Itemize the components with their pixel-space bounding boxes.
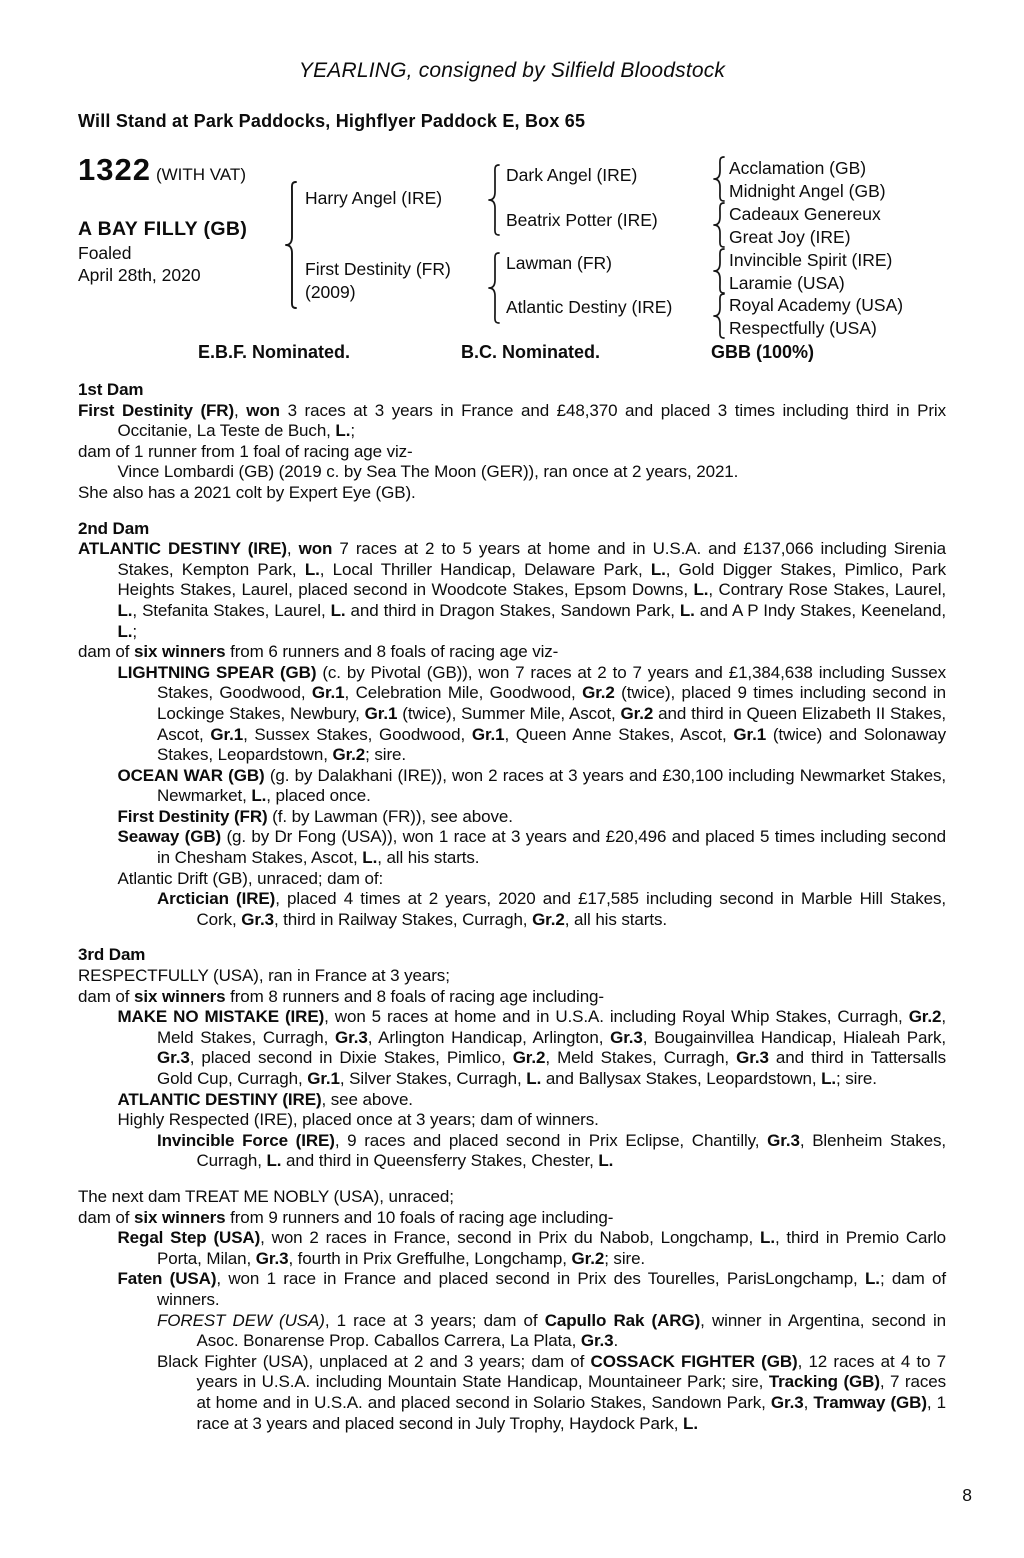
dam-section: [78, 380, 946, 504]
catalog-paragraph: dam of six winners from 6 runners and 8 foals of racing age viz-: [78, 642, 559, 662]
dam-heading: 2nd Dam: [78, 518, 150, 538]
catalog-paragraph: Faten (USA), won 1 race in France and placed second in Prix des Tourelles, ParisLongchamp, L.; dam of winners.: [117, 1269, 946, 1309]
pedigree-brace: [712, 156, 726, 202]
great-grandparent-name: Acclamation (GB): [729, 158, 867, 178]
catalog-paragraph: LIGHTNING SPEAR (GB) (c. by Pivotal (GB)), won 7 races at 2 to 7 years and £1,384,638 including Sussex Stakes, Goodwood, Gr.1, Celebration Mile, Goodwood, Gr.2 (twice), placed 9 times including second in Lockinge Stakes, Newbury, Gr.1 (twice), Summer Mile, Ascot, Gr.2 and third in Queen Elizabeth II Stakes, Ascot, Gr.1, Sussex Stakes, Goodwood, Gr.1, Queen Anne Stakes, Ascot, Gr.1 (twice) and Solonaway Stakes, Leopardstown, Gr.2; sire.: [117, 662, 946, 765]
great-grandparent-name: Respectfully (USA): [729, 318, 877, 338]
catalog-paragraph: MAKE NO MISTAKE (IRE), won 5 races at home and in U.S.A. including Royal Whip Stakes, Curragh, Gr.2, Meld Stakes, Curragh, Gr.3, Arlington Handicap, Arlington, Gr.3, Bougainvillea Handicap, Hialeah Park, Gr.3, placed second in Dixie Stakes, Pimlico, Gr.2, Meld Stakes, Curragh, Gr.3 and third in Tattersalls Gold Cup, Curragh, Gr.1, Silver Stakes, Curragh, L. and Ballysax Stakes, Leopardstown, L.; sire.: [117, 1007, 946, 1088]
catalog-paragraph: dam of six winners from 9 runners and 10 foals of racing age including-: [78, 1207, 614, 1227]
catalog-paragraph: First Destinity (FR) (f. by Lawman (FR)), see above.: [117, 806, 513, 826]
great-grandparent-name: Laramie (USA): [729, 273, 845, 293]
lot-number: 1322: [78, 152, 151, 187]
gbb-status: GBB (100%): [710, 342, 814, 362]
catalog-paragraph: She also has a 2021 colt by Expert Eye (GB).: [78, 482, 416, 502]
catalog-paragraph: RESPECTFULLY (USA), ran in France at 3 years;: [78, 966, 450, 986]
pedigree-text: [78, 380, 946, 1434]
pedigree-brace: [486, 252, 501, 324]
dam-section: [78, 945, 946, 1172]
grandparent-name: Lawman (FR): [506, 253, 612, 273]
grandparent-name: Dark Angel (IRE): [506, 165, 638, 185]
catalog-paragraph: Vince Lombardi (GB) (2019 c. by Sea The Moon (GER)), ran once at 2 years, 2021.: [117, 462, 739, 482]
horse-description: A BAY FILLY (GB): [78, 218, 248, 240]
pedigree-brace: [712, 293, 726, 339]
pedigree-brace: [712, 248, 726, 294]
great-grandparent-pair: [729, 294, 903, 340]
consignor-title: YEARLING, consigned by Silfield Bloodstock: [298, 59, 726, 82]
page-number: 8: [962, 1485, 972, 1505]
catalog-paragraph: dam of 1 runner from 1 foal of racing age viz-: [78, 441, 413, 461]
pedigree-table: [78, 148, 946, 340]
catalog-paragraph: Black Fighter (USA), unplaced at 2 and 3 years; dam of COSSACK FIGHTER (GB), 12 races at 4 to 7 years in U.S.A. including Mountain State Handicap, Mountaineer Park; sire, Tracking (GB), 7 races at home and in U.S.A. and placed second in Solario Stakes, Sandown Park, Gr.3, Tramway (GB), 1 race at 3 years and placed second in July Trophy, Haydock Park, L.: [157, 1351, 947, 1433]
stand-location-line: Will Stand at Park Paddocks, Highflyer Paddock E, Box 65: [78, 111, 586, 131]
catalog-paragraph: Arctician (IRE), placed 4 times at 2 years, 2020 and £17,585 including second in Marble Hill Stakes, Cork, Gr.3, third in Railway Stakes, Curragh, Gr.2, all his starts.: [157, 889, 947, 929]
dam-section: [78, 519, 946, 931]
bc-nominated: B.C. Nominated.: [460, 342, 600, 362]
dam-heading: 3rd Dam: [78, 945, 146, 965]
catalog-paragraph: Atlantic Drift (GB), unraced; dam of:: [117, 868, 384, 888]
dam-block: [305, 258, 451, 303]
great-grandparent-name: Invincible Spirit (IRE): [729, 250, 893, 270]
great-grandparent-name: Great Joy (IRE): [729, 227, 851, 247]
page-content: [78, 0, 946, 1434]
ebf-nominated: E.B.F. Nominated.: [198, 342, 351, 362]
catalog-paragraph: Regal Step (USA), won 2 races in France, second in Prix du Nabob, Longchamp, L., third in Premio Carlo Porta, Milan, Gr.3, fourth in Prix Greffulhe, Longchamp, Gr.2; sire.: [117, 1228, 946, 1268]
catalog-paragraph: dam of six winners from 8 runners and 8 foals of racing age including-: [78, 986, 604, 1006]
catalog-paragraph: The next dam TREAT ME NOBLY (USA), unraced;: [78, 1186, 454, 1206]
dam-section: [78, 1187, 946, 1434]
catalog-paragraph: ATLANTIC DESTINY (IRE), see above.: [117, 1089, 413, 1109]
lot-row: [78, 152, 246, 188]
dam-name: First Destinity (FR): [305, 259, 451, 279]
foaled-date: April 28th, 2020: [78, 265, 201, 285]
catalog-paragraph: FOREST DEW (USA), 1 race at 3 years; dam of Capullo Rak (ARG), winner in Argentina, second in Asoc. Bonarense Prop. Caballos Carrera, La Plata, Gr.3.: [157, 1310, 946, 1351]
catalog-paragraph: OCEAN WAR (GB) (g. by Dalakhani (IRE)), won 2 races at 3 years and £30,100 including Newmarket Stakes, Newmarket, L., placed once.: [117, 765, 946, 806]
catalog-paragraph: Highly Respected (IRE), placed once at 3 years; dam of winners.: [117, 1110, 599, 1130]
great-grandparent-pair: [729, 249, 892, 295]
nominations-line: [198, 340, 814, 364]
catalog-paragraph: First Destinity (FR), won 3 races at 3 years in France and £48,370 and placed 3 times including third in Prix Occitanie, La Teste de Buch, L.;: [78, 400, 946, 441]
vat-note: (WITH VAT): [155, 165, 246, 184]
great-grandparent-name: Midnight Angel (GB): [729, 181, 886, 201]
pedigree-brace: [278, 181, 298, 309]
dam-year: (2009): [305, 281, 356, 302]
great-grandparent-pair: [729, 157, 886, 203]
catalog-paragraph: Seaway (GB) (g. by Dr Fong (USA)), won 1 race at 3 years and £20,496 and placed 5 times including second in Chesham Stakes, Ascot, L., all his starts.: [117, 827, 946, 868]
great-grandparent-name: Cadeaux Genereux: [729, 204, 881, 224]
pedigree-brace: [712, 202, 726, 248]
great-grandparent-pair: [729, 203, 881, 249]
foaled-label: Foaled: [78, 243, 132, 263]
catalog-paragraph: ATLANTIC DESTINY (IRE), won 7 races at 2 to 5 years at home and in U.S.A. and £137,066 including Sirenia Stakes, Kempton Park, L., Local Thriller Handicap, Delaware Park, L., Gold Digger Stakes, Pimlico, Park Heights Stakes, Laurel, placed second in Woodcote Stakes, Epsom Downs, L., Contrary Rose Stakes, Laurel, L., Stefanita Stakes, Laurel, L. and third in Dragon Stakes, Sandown Park, L. and A P Indy Stakes, Keeneland, L.;: [78, 539, 946, 641]
great-grandparent-name: Royal Academy (USA): [729, 295, 904, 315]
dam-heading: 1st Dam: [78, 380, 144, 399]
grandparent-name: Beatrix Potter (IRE): [506, 210, 658, 230]
catalog-paragraph: Invincible Force (IRE), 9 races and placed second in Prix Eclipse, Chantilly, Gr.3, Blenheim Stakes, Curragh, L. and third in Queensferry Stakes, Chester, L.: [157, 1130, 946, 1171]
sire-name: Harry Angel (IRE): [305, 188, 443, 208]
pedigree-brace: [486, 164, 501, 236]
grandparent-name: Atlantic Destiny (IRE): [506, 297, 673, 317]
